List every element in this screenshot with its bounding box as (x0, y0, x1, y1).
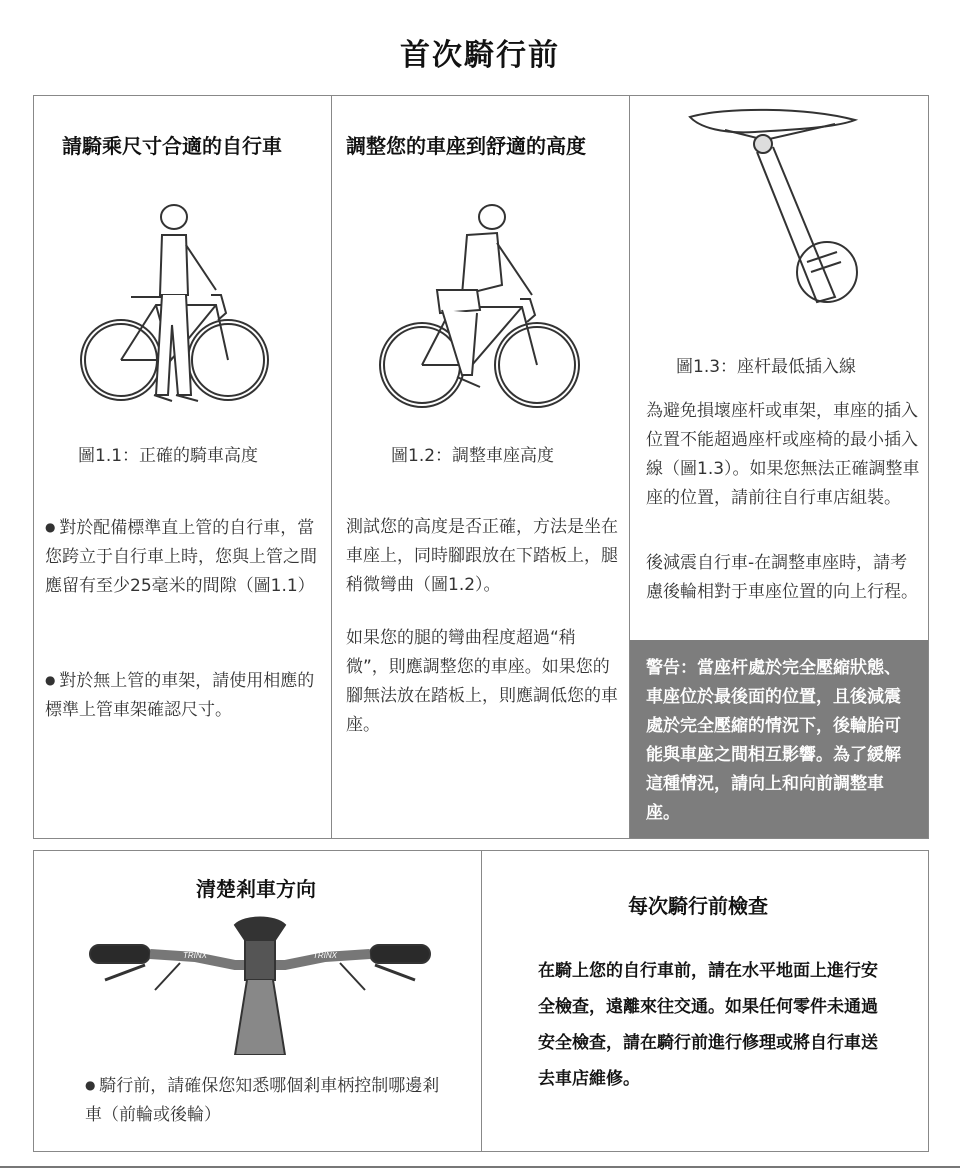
col2-paragraph-1: 測試您的高度是否正確，方法是坐在車座上，同時腳跟放在下踏板上，腿稍微彎曲（圖1.2）。 (346, 517, 618, 595)
bike-rider-standing-illustration (76, 195, 276, 420)
grip-brand-right: TRINX (313, 951, 337, 960)
warning-box: 警告：當座杆處於完全壓縮狀態、車座位於最後面的位置，且後減震處於完全壓縮的情況下，後輪胎可能與車座之間相互影響。為了緩解這種情況，請向上和向前調整車座。 (630, 640, 928, 838)
col2-paragraph-2: 如果您的腿的彎曲程度超過“稍微”，則應調整您的車座。如果您的腳無法放在踏板上，則應調低您的車座。 (346, 628, 618, 735)
col3-paragraph-2: 後減震自行車-在調整車座時，請考慮後輪相對于車座位置的向上行程。 (646, 553, 918, 602)
col1-heading: 請騎乘尺寸合適的自行車 (62, 134, 282, 158)
col2-heading: 調整您的車座到舒適的高度 (346, 134, 586, 158)
figure-1-1-caption: 圖1.1：正確的騎車高度 (78, 446, 259, 466)
col1-bullet-2: ● 對於無上管的車架，請使用相應的標準上管車架確認尺寸。 (45, 666, 317, 725)
pre-ride-check-heading: 每次騎行前檢查 (628, 894, 768, 918)
brake-heading: 清楚剎車方向 (196, 877, 316, 901)
col1-bullet-1: ● 對於配備標準直上管的自行車，當您跨立于自行車上時，您與上管之間應留有至少25毫米的間隙（圖1.1） (45, 513, 317, 601)
grip-brand-left: TRINX (183, 951, 207, 960)
seatpost-insertion-illustration (685, 102, 865, 322)
col3-paragraph-1: 為避免損壞座杆或車架，車座的插入位置不能超過座杆或座椅的最小插入線（圖1.3）。如果您無法正確調整車座的位置，請前往自行車店組裝。 (646, 401, 920, 508)
figure-1-3-caption: 圖1.3：座杆最低插入線 (676, 357, 857, 377)
page-title: 首次騎行前 (400, 38, 560, 73)
pre-ride-check-paragraph: 在騎上您的自行車前，請在水平地面上進行安全檢查，遠離來往交通。如果任何零件未通過安全檢查，請在騎行前進行修理或將自行車送去車店維修。 (538, 961, 878, 1089)
brake-bullet: ● 騎行前，請確保您知悉哪個剎車柄控制哪邊剎車（前輪或後輪） (85, 1071, 445, 1130)
bottom-divider (481, 850, 482, 1152)
bike-rider-seated-illustration (372, 195, 587, 420)
figure-1-2-caption: 圖1.2：調整車座高度 (391, 446, 555, 466)
bottom-rule (0, 1166, 960, 1168)
column-divider-1 (331, 95, 332, 839)
handlebar-illustration (85, 905, 435, 1055)
